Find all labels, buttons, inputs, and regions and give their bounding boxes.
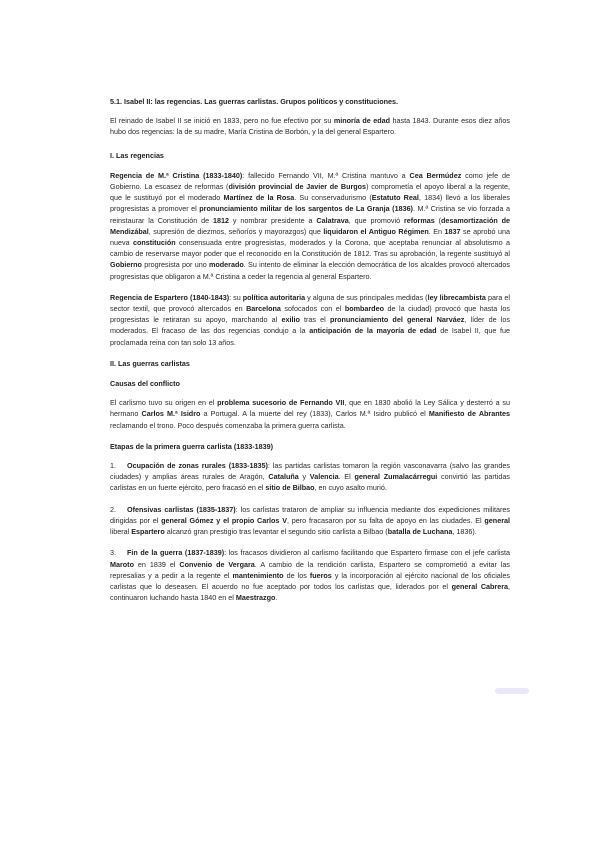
bold-text-run: Maestrazgo [235,593,276,603]
text-run: . El [338,472,355,482]
text-run: , líder de los moderados. El fracaso de las dos regencias condujo a la [110,315,510,336]
bold-text-run: ley librecambista [427,292,486,302]
bold-text-run: sitio de Bilbao [265,483,315,493]
text-run: , supresión de diezmos, señoríos y mayorazgos) que [148,226,324,236]
text-run: consensuada entre progresistas, moderados y la Corona, que aceptaba renunciar al absolutismo a cambio de reservarse mayor poder que el reconocido en la Constitución de 1812. Tras su aprobación, la regente sustituyó al [110,238,510,259]
bold-text-run: desamortización de Mendizábal [110,215,511,236]
text-run: . En [428,226,445,236]
text-run: en 1839 el [133,559,180,569]
text-run: El carlismo tuvo su origen en el [110,398,218,408]
bold-text-run: mantenimiento [232,570,284,580]
text-run: : las partidas carlistas tomaron la región vasconavarra (salvo las grandes ciudades) y amplias áreas rurales de Aragón, [110,461,510,482]
paragraph-regencia-cristina [110,170,510,282]
bold-text-run: Maroto [110,559,134,569]
bold-text-run: política autoritaria [242,292,306,302]
text-run: , en cuyo asalto murió. [314,483,387,493]
bold-text-run: Convenio de Vergara [179,559,255,569]
text-run: . A cambio de la rendición carlista, Espartero se comprometió a evitar las represalias y a pedir a la regente el [110,559,510,580]
list-item-etapa-2 [110,504,510,538]
bold-text-run: moderado [209,260,244,270]
bold-text-run: general Cabrera [451,581,509,591]
bold-text-run: bombardeo [344,304,384,314]
list-number: 1. [110,461,116,471]
text-run: alcanzó gran prestigio tras levantar el segundo sitio carlista a Bilbao ( [164,527,388,537]
text-run: a Portugal. A la muerte del rey (1833), Carlos M.ª Isidro publicó el [200,409,429,419]
bold-text-run: minoría de edad [333,116,390,126]
bold-text-run: Regencia de Espartero (1840-1843) [110,292,230,302]
section-heading-guerras-carlistas: II. Las guerras carlistas [110,358,190,368]
document-title: 5.1. Isabel II: las regencias. Las guerras carlistas. Grupos políticos y constituciones. [110,97,399,106]
text-run: : los fracasos dividieron al carlismo facilitando que Espartero firmase con el jefe carlista [224,548,510,558]
list-item-text [110,548,510,602]
text-run: , continuaron luchando hasta 1840 en el [110,581,511,603]
text-run: : su [229,292,243,302]
bold-text-run: 1837 [444,226,461,236]
subheading-causas: Causas del conflicto [110,379,180,389]
list-item-text [110,461,510,492]
bold-text-run: pronunciamiento del general Narváez [329,315,465,325]
text-run: reclamando el trono. Poco después comenzaba la primera guerra carlista. [110,420,346,430]
text-run: . Su intento de eliminar la elección democrática de los alcaldes provocó altercados progresistas que obligaron a M.ª Cristina a ceder la regencia al general Espartero. [110,260,510,281]
bold-text-run: constitución [132,238,176,248]
paragraph-regencia-espartero [110,292,510,348]
bold-text-run: general Gómez y el propio Carlos V [161,515,287,525]
bold-text-run: Manifiesto de Abrantes [428,409,510,419]
text-run: sofocados con el [280,304,345,314]
text-run: progresista por uno [141,260,209,270]
text-run: . [275,593,278,603]
bold-text-run: reformas [403,215,435,225]
text-run: tras el [299,315,330,325]
text-run: convirtió las partidas carlistas en un fuerte ejército, pero fracasó en el [110,472,510,493]
text-run: , 1836). [452,527,477,537]
list-number: 3. [110,548,116,558]
section-heading-regencias: I. Las regencias [110,150,164,160]
text-run: y alguna de sus principales medidas ( [305,292,428,302]
document-content [110,96,510,613]
text-run: , que promovió [348,215,404,225]
bold-text-run: fueros [309,570,332,580]
text-run: de los [283,570,310,580]
list-item-text [110,505,510,536]
text-run: se aprobó una nueva [110,226,510,248]
bold-text-run: Martínez de la Rosa [223,193,295,203]
bold-text-run: liquidaron el Antiguo Régimen [323,226,429,236]
bold-text-run: general [484,515,510,525]
text-run: : fallecido Fernando VII, M.ª Cristina mantuvo a [242,170,410,180]
bold-text-run: pronunciamiento militar de los sargentos de La Granja (1836) [199,204,413,214]
bold-text-run: Ofensivas carlistas (1835-1837) [127,504,236,514]
text-run: , que en 1830 abolió la Ley Sálica y desterró a su hermano [110,398,511,419]
bold-text-run: exilio [281,315,300,325]
text-run: de la ciudad) provocó que hasta los progresistas le retiraran su apoyo, marchando al [110,304,510,325]
text-run: : los carlistas trataron de ampliar su influencia mediante dos expediciones militares dirigidas por el [110,504,511,525]
bold-text-run: Gobierno [110,260,142,270]
bold-text-run: Cea Bermúdez [409,170,462,180]
text-run: liberal [110,527,132,537]
paragraph-causas [110,397,510,431]
bold-text-run: anticipación de la mayoría de edad [309,326,437,336]
bold-text-run: Valencia [309,472,339,482]
page-scroll-marker [495,688,529,694]
bold-text-run: Ocupación de zonas rurales (1833-1835) [127,461,268,471]
bold-text-run: Estatuto Real [371,193,419,203]
text-run: El reinado de Isabel II se inició en 1833, pero no fue efectivo por su [110,116,334,126]
text-run: hasta 1843. Durante esos diez años hubo dos regencias: la de su madre, María Cristina de Borbón, y la del general Espartero. [110,116,511,137]
bold-text-run: general Zumalacárregui [354,472,438,482]
text-run: ( [434,215,442,225]
intro-paragraph [110,115,510,137]
text-run: como jefe de Gobierno. La escasez de reformas ( [110,170,510,192]
text-run: . Su conservadurismo ( [294,193,372,203]
bold-text-run: Cataluña [268,472,299,482]
text-run: y [298,472,310,482]
bold-text-run: problema sucesorio de Fernando VII [217,398,345,408]
bold-text-run: Barcelona [246,304,281,314]
text-run: para el sector textil, que provocó altercados en [110,292,510,314]
bold-text-run: Espartero [131,527,165,537]
bold-text-run: división provincial de Javier de Burgos [228,182,367,192]
text-run: , 1834) llevó a los liberales progresistas a promover el [110,193,510,214]
list-number: 2. [110,504,116,514]
bold-text-run: Calatrava [316,215,349,225]
bold-text-run: Regencia de M.ª Cristina (1833-1840) [110,170,243,180]
subheading-etapas: Etapas de la primera guerra carlista (1833-1839) [110,441,274,451]
text-run: , pero fracasaron por su falta de apoyo en las ciudades. El [287,515,485,525]
bold-text-run: 1812 [213,215,230,225]
text-run: ) comprometía el apoyo liberal a la regente, que le sustituyó por el moderado [110,182,511,203]
text-run: y la incorporación al ejército nacional de los oficiales carlistas que lo deseasen. El acuerdo no fue aceptado por todos los carlistas que, liderados por el [110,570,510,591]
bold-text-run: batalla de Luchana [387,527,453,537]
list-item-etapa-3 [110,547,510,603]
text-run: y nombrar presidente a [229,215,317,225]
list-item-etapa-1 [110,460,510,494]
bold-text-run: Carlos M.ª Isidro [141,409,201,419]
bold-text-run: Fin de la guerra (1837-1839) [127,548,225,558]
text-run: . M.ª Cristina se vio forzada a reinstaurar la Constitución de [110,204,510,225]
text-run: de Isabel II, que fue proclamada reina con tan solo 13 años. [110,326,510,347]
